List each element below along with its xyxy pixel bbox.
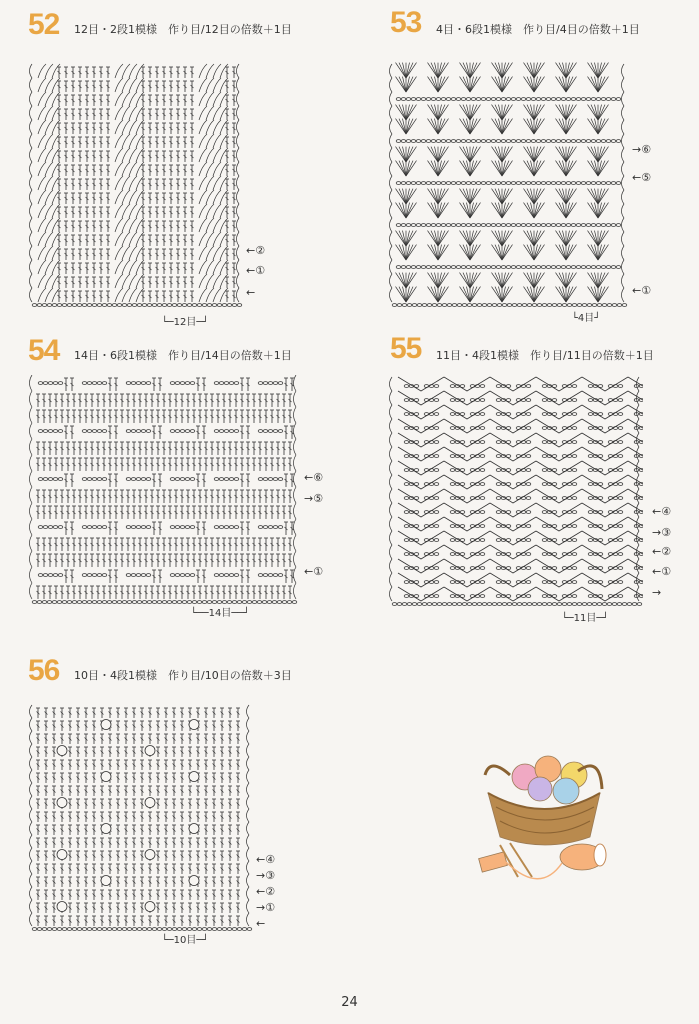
- repeat-label: └─11目─┘: [561, 613, 609, 624]
- repeat-label: └─12目─┘: [161, 317, 209, 328]
- row-marker: ←: [246, 286, 256, 299]
- yarn-basket-icon: [470, 745, 620, 895]
- page-number: 24: [341, 995, 358, 1010]
- pattern-description: 14目・6段1模様 作り目/14目の倍数＋1目: [74, 349, 292, 362]
- row-marker: ←②: [652, 545, 672, 558]
- row-marker: →⑤: [304, 492, 324, 505]
- row-marker: ←⑥: [304, 471, 324, 484]
- row-marker: ←④: [256, 853, 276, 866]
- row-marker: ←①: [246, 264, 266, 277]
- row-marker: ←: [256, 917, 266, 930]
- pattern-number: 54: [28, 334, 60, 367]
- row-marker: ←④: [652, 505, 672, 518]
- pattern-number: 56: [28, 654, 60, 687]
- yarn-basket-illustration: [470, 745, 620, 895]
- row-marker: ←①: [652, 565, 672, 578]
- pattern-number: 52: [28, 8, 60, 41]
- crochet-symbol-grid: [28, 375, 300, 605]
- pattern-number: 55: [390, 332, 422, 365]
- row-marker: ←①: [304, 565, 324, 578]
- row-marker: →①: [256, 901, 276, 914]
- crochet-symbol-grid: [28, 700, 253, 932]
- row-marker: →③: [652, 526, 672, 539]
- row-marker: →: [652, 586, 662, 599]
- row-marker: ←②: [256, 885, 276, 898]
- repeat-label: └──14目──┘: [190, 608, 250, 619]
- crochet-chart: [28, 700, 253, 932]
- crochet-symbol-grid: [388, 375, 643, 607]
- crochet-symbol-grid: [388, 52, 628, 308]
- pattern-description: 12目・2段1模様 作り目/12目の倍数＋1目: [74, 23, 292, 36]
- pattern-description: 4目・6段1模様 作り目/4目の倍数＋1目: [436, 23, 640, 36]
- crochet-chart: [388, 375, 643, 607]
- pattern-description: 11目・4段1模様 作り目/11目の倍数＋1目: [436, 349, 654, 362]
- row-marker: ←①: [632, 284, 652, 297]
- crochet-chart: [388, 52, 628, 308]
- crochet-chart: [28, 375, 300, 605]
- pattern-description: 10目・4段1模様 作り目/10目の倍数＋3目: [74, 669, 292, 682]
- crochet-chart: [28, 52, 243, 308]
- repeat-label: └─10目─┘: [161, 935, 209, 946]
- row-marker: →③: [256, 869, 276, 882]
- row-marker: →⑥: [632, 143, 652, 156]
- repeat-label: └4目┘: [571, 313, 601, 324]
- pattern-number: 53: [390, 6, 422, 39]
- row-marker: ←⑤: [632, 171, 652, 184]
- crochet-symbol-grid: [28, 52, 243, 308]
- row-marker: ←②: [246, 244, 266, 257]
